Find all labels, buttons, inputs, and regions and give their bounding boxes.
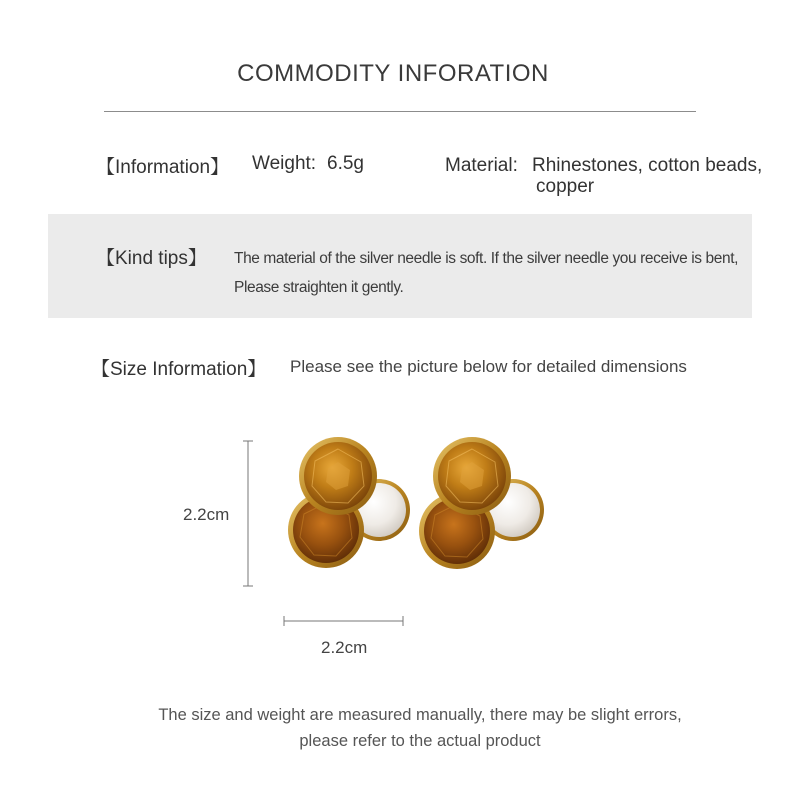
height-dimension-line xyxy=(243,441,253,586)
kind-tips-line2: Please straighten it gently. xyxy=(234,279,404,296)
kind-tips-line1: The material of the silver needle is soft. If the silver needle you receive is bent, xyxy=(234,250,739,267)
disclaimer-line2: please refer to the actual product xyxy=(299,732,541,750)
earring-left xyxy=(288,437,410,568)
disclaimer-line1: The size and weight are measured manually, there may be slight errors, xyxy=(158,706,682,724)
page-title: COMMODITY INFORATION xyxy=(237,60,549,87)
kind-tips-label: 【Kind tips】 xyxy=(96,248,207,269)
measurement-disclaimer xyxy=(100,702,740,754)
material-value-line2: copper xyxy=(536,176,595,197)
material-label: Material: xyxy=(445,155,518,176)
size-information-label: 【Size Information】 xyxy=(91,359,267,380)
earring-right xyxy=(419,437,544,569)
information-label: 【Information】 xyxy=(96,157,230,178)
width-dimension-line xyxy=(284,616,403,626)
material-value-line1: Rhinestones, cotton beads, xyxy=(532,155,763,176)
weight-label: Weight: xyxy=(252,153,317,174)
size-information-note: Please see the picture below for detailed dimensions xyxy=(290,357,687,376)
weight-value: 6.5g xyxy=(327,153,364,174)
height-dimension-label: 2.2cm xyxy=(183,505,230,524)
width-dimension-label: 2.2cm xyxy=(321,638,368,657)
